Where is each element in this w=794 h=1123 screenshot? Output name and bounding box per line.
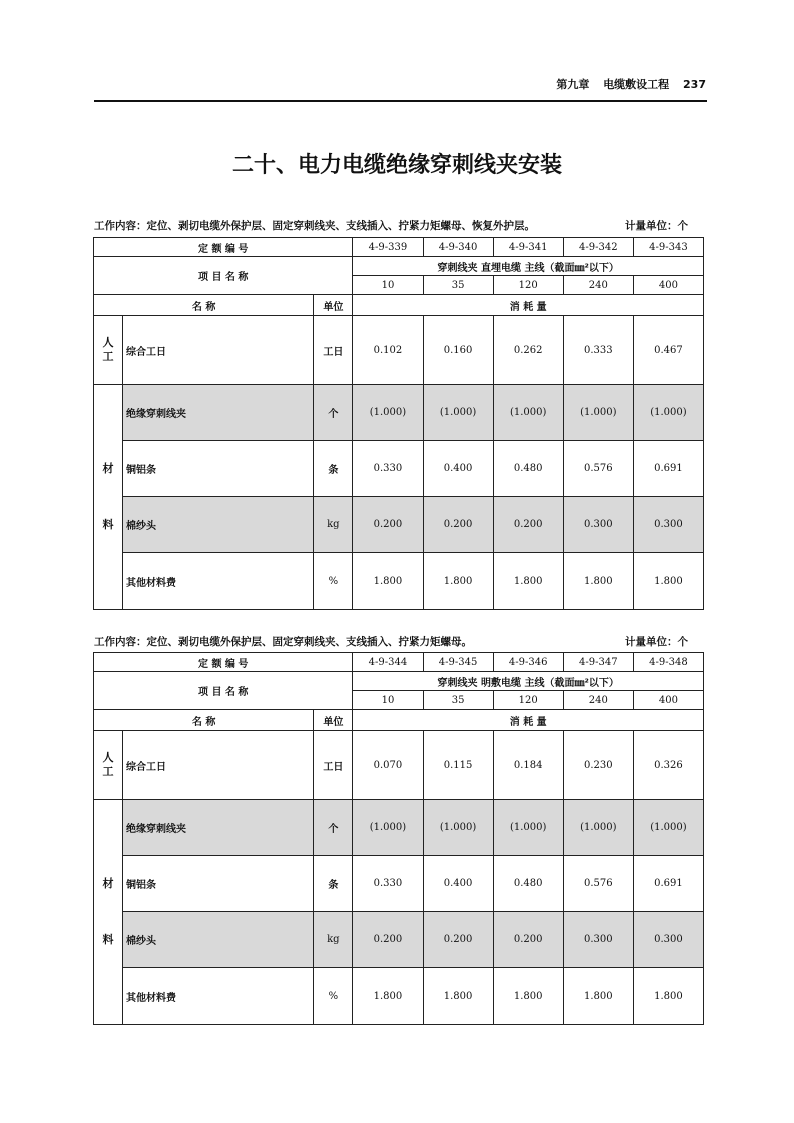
material-name: 棉纱头 — [123, 497, 314, 553]
header-rule — [94, 100, 707, 102]
size-value: 400 — [633, 276, 703, 295]
material-value: 1.800 — [633, 553, 703, 610]
material-value: 0.200 — [423, 497, 493, 553]
material-name: 铜铝条 — [123, 856, 314, 912]
quota-no-label: 定 额 编 号 — [94, 238, 353, 257]
consumption-header: 消 耗 量 — [353, 710, 704, 731]
chapter-title: 电缆敷设工程 — [603, 78, 670, 91]
material-row — [94, 441, 704, 497]
material-value: 0.200 — [353, 912, 423, 968]
size-value: 35 — [423, 691, 493, 710]
labor-category — [94, 316, 123, 385]
name-header: 名 称 — [94, 710, 314, 731]
material-row — [94, 497, 704, 553]
material-unit: 条 — [314, 441, 353, 497]
size-value: 35 — [423, 276, 493, 295]
material-value: (1.000) — [353, 800, 423, 856]
size-value: 10 — [353, 691, 423, 710]
quota-table-2 — [93, 652, 704, 1025]
consumption-header: 消 耗 量 — [353, 295, 704, 316]
size-value: 400 — [633, 691, 703, 710]
labor-char-bottom: 工 — [102, 350, 114, 363]
quota-code: 4-9-343 — [633, 238, 703, 257]
quota-no-label: 定 额 编 号 — [94, 653, 353, 672]
material-value: 0.576 — [563, 441, 633, 497]
work-content-text: 工作内容：定位、剥切电缆外保护层、固定穿刺线夹、支线插入、拧紧力矩螺母、恢复外护层。 — [94, 220, 535, 232]
size-value: 240 — [563, 276, 633, 295]
item-name-label: 项 目 名 称 — [94, 257, 353, 295]
page-header — [94, 76, 706, 92]
labor-value: 0.070 — [353, 731, 423, 800]
quota-table-1 — [93, 237, 704, 610]
unit-header: 单位 — [314, 710, 353, 731]
name-header: 名 称 — [94, 295, 314, 316]
material-value: 0.576 — [563, 856, 633, 912]
material-value: 1.800 — [563, 553, 633, 610]
material-value: 0.300 — [633, 497, 703, 553]
material-name: 其他材料费 — [123, 553, 314, 610]
labor-char-top: 人 — [102, 751, 114, 764]
quota-code: 4-9-346 — [493, 653, 563, 672]
quota-code-row — [94, 653, 704, 672]
material-value: 1.800 — [563, 968, 633, 1025]
quota-code-row — [94, 238, 704, 257]
material-value: 0.691 — [633, 856, 703, 912]
chapter-number: 第九章 — [556, 78, 590, 91]
material-row — [94, 385, 704, 441]
material-value: 1.800 — [353, 968, 423, 1025]
material-value: 0.300 — [563, 912, 633, 968]
material-value: 0.330 — [353, 856, 423, 912]
material-value: (1.000) — [493, 385, 563, 441]
column-header-row — [94, 295, 704, 316]
material-name: 绝缘穿刺线夹 — [123, 385, 314, 441]
labor-char-bottom: 工 — [102, 765, 114, 778]
material-value: 1.800 — [633, 968, 703, 1025]
labor-row — [94, 316, 704, 385]
material-unit: % — [314, 968, 353, 1025]
material-value: (1.000) — [423, 800, 493, 856]
material-row — [94, 800, 704, 856]
work-content-2 — [94, 634, 706, 648]
page-title: 二十、电力电缆绝缘穿刺线夹安装 — [231, 153, 562, 178]
material-value: 0.200 — [493, 497, 563, 553]
material-char-top: 材 — [102, 462, 114, 475]
material-value: 1.800 — [423, 968, 493, 1025]
material-value: 0.200 — [353, 497, 423, 553]
quota-code: 4-9-342 — [563, 238, 633, 257]
labor-value: 0.115 — [423, 731, 493, 800]
labor-name: 综合工日 — [123, 316, 314, 385]
material-value: (1.000) — [633, 800, 703, 856]
quota-code: 4-9-341 — [493, 238, 563, 257]
work-content-1 — [94, 218, 706, 232]
quota-code: 4-9-348 — [633, 653, 703, 672]
size-value: 120 — [493, 691, 563, 710]
material-value: 0.200 — [423, 912, 493, 968]
size-value: 120 — [493, 276, 563, 295]
material-name: 铜铝条 — [123, 441, 314, 497]
item-name-label: 项 目 名 称 — [94, 672, 353, 710]
material-value: (1.000) — [493, 800, 563, 856]
labor-name: 综合工日 — [123, 731, 314, 800]
material-value: 0.400 — [423, 856, 493, 912]
material-value: 0.330 — [353, 441, 423, 497]
material-row — [94, 912, 704, 968]
quota-code: 4-9-340 — [423, 238, 493, 257]
material-unit: kg — [314, 912, 353, 968]
material-value: (1.000) — [633, 385, 703, 441]
quota-code: 4-9-344 — [353, 653, 423, 672]
item-desc-row — [94, 257, 704, 276]
size-value: 240 — [563, 691, 633, 710]
labor-value: 0.102 — [353, 316, 423, 385]
labor-value: 0.262 — [493, 316, 563, 385]
material-value: 0.691 — [633, 441, 703, 497]
material-row — [94, 553, 704, 610]
labor-value: 0.467 — [633, 316, 703, 385]
size-value: 10 — [353, 276, 423, 295]
labor-category — [94, 731, 123, 800]
material-value: 1.800 — [423, 553, 493, 610]
item-description: 穿刺线夹 直埋电缆 主线（截面㎜²以下） — [353, 257, 704, 276]
quota-code: 4-9-339 — [353, 238, 423, 257]
item-desc-row — [94, 672, 704, 691]
unit-header: 单位 — [314, 295, 353, 316]
unit-note: 计量单位：个 — [625, 220, 688, 232]
quota-code: 4-9-347 — [563, 653, 633, 672]
material-unit: 条 — [314, 856, 353, 912]
column-header-row — [94, 710, 704, 731]
material-value: 1.800 — [493, 968, 563, 1025]
material-unit: 个 — [314, 800, 353, 856]
material-value: (1.000) — [423, 385, 493, 441]
labor-value: 0.333 — [563, 316, 633, 385]
quota-code: 4-9-345 — [423, 653, 493, 672]
material-unit: 个 — [314, 385, 353, 441]
material-name: 棉纱头 — [123, 912, 314, 968]
material-unit: kg — [314, 497, 353, 553]
work-content-text: 工作内容：定位、剥切电缆外保护层、固定穿刺线夹、支线插入、拧紧力矩螺母。 — [94, 636, 472, 648]
material-value: (1.000) — [563, 385, 633, 441]
labor-value: 0.160 — [423, 316, 493, 385]
material-value: 0.300 — [633, 912, 703, 968]
material-value: 0.300 — [563, 497, 633, 553]
material-category — [94, 385, 123, 610]
labor-unit: 工日 — [314, 731, 353, 800]
labor-value: 0.184 — [493, 731, 563, 800]
material-row — [94, 968, 704, 1025]
item-description: 穿刺线夹 明敷电缆 主线（截面㎜²以下） — [353, 672, 704, 691]
labor-value: 0.230 — [563, 731, 633, 800]
material-char-top: 材 — [102, 877, 114, 890]
labor-char-top: 人 — [102, 336, 114, 349]
labor-value: 0.326 — [633, 731, 703, 800]
labor-row — [94, 731, 704, 800]
material-value: 0.480 — [493, 441, 563, 497]
material-value: (1.000) — [563, 800, 633, 856]
material-unit: % — [314, 553, 353, 610]
unit-note: 计量单位：个 — [625, 636, 688, 648]
material-name: 绝缘穿刺线夹 — [123, 800, 314, 856]
material-value: 1.800 — [493, 553, 563, 610]
material-value: (1.000) — [353, 385, 423, 441]
material-value: 0.480 — [493, 856, 563, 912]
material-value: 0.200 — [493, 912, 563, 968]
material-char-bottom: 料 — [102, 933, 114, 946]
material-value: 1.800 — [353, 553, 423, 610]
labor-unit: 工日 — [314, 316, 353, 385]
material-char-bottom: 料 — [102, 518, 114, 531]
material-value: 0.400 — [423, 441, 493, 497]
material-category — [94, 800, 123, 1025]
page-number: 237 — [683, 78, 706, 91]
material-name: 其他材料费 — [123, 968, 314, 1025]
material-row — [94, 856, 704, 912]
